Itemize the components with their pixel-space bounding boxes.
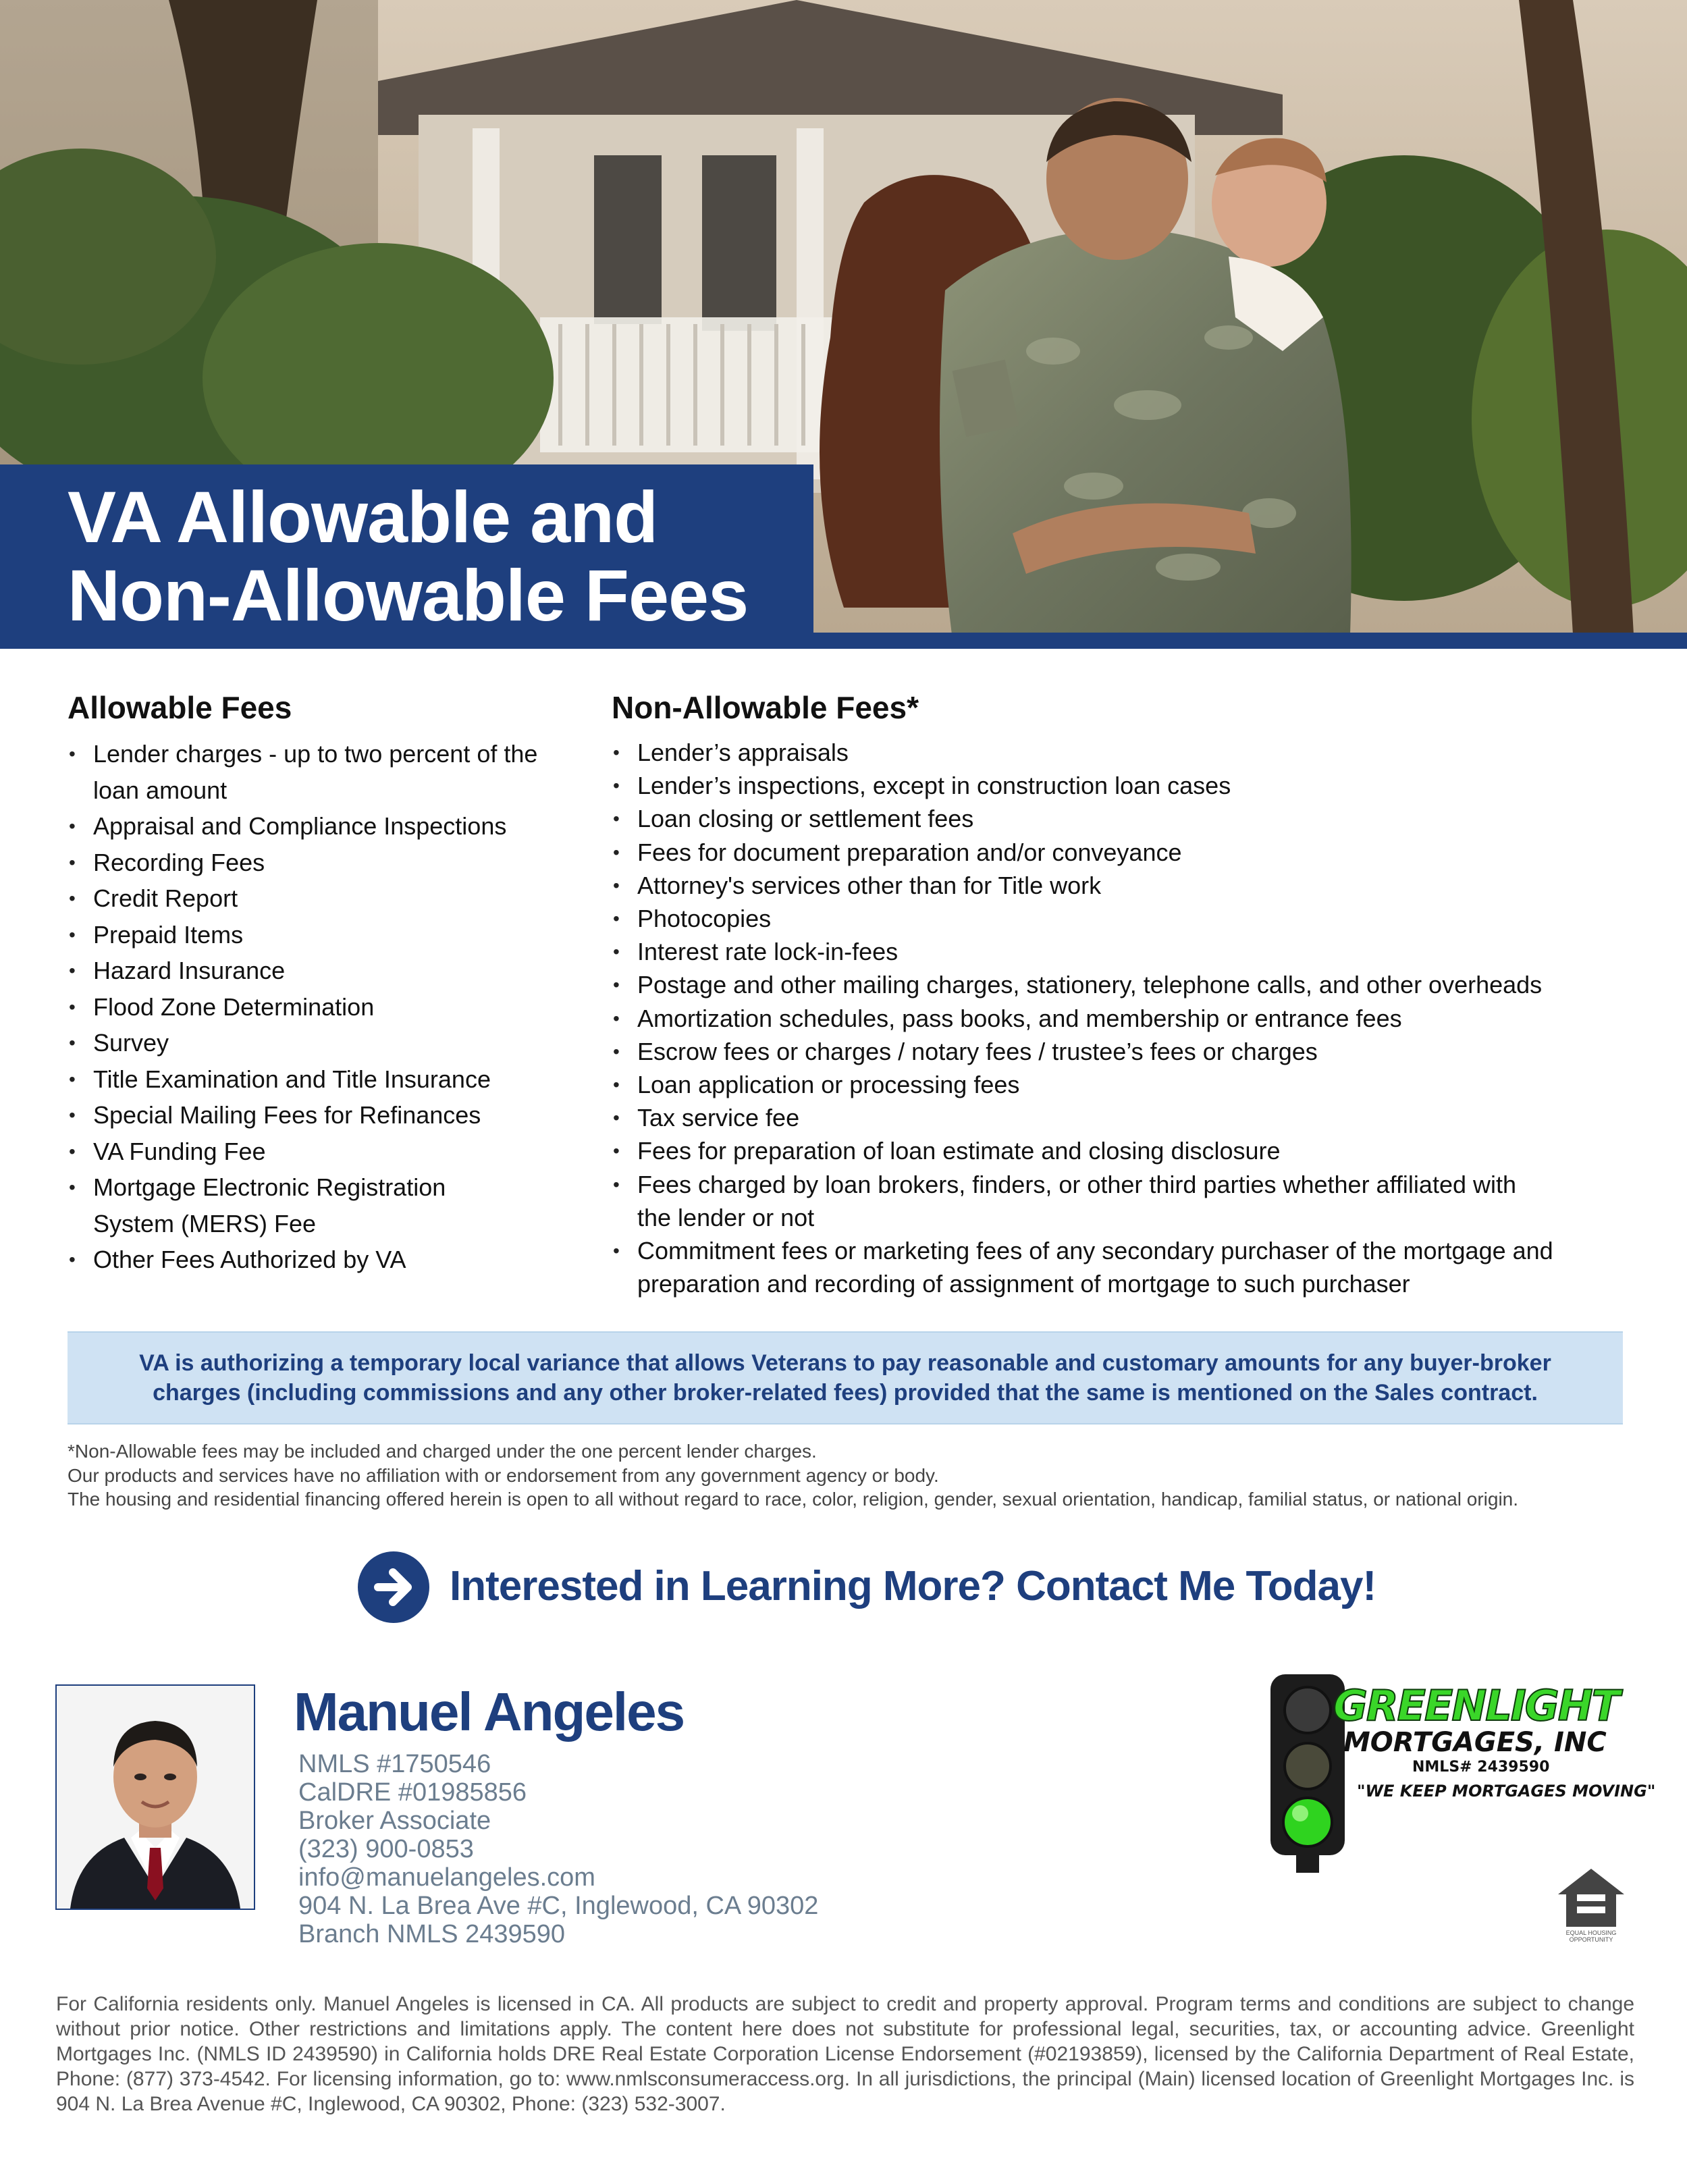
contact-cta-text[interactable]: Interested in Learning More? Contact Me Today!	[450, 1563, 1376, 1609]
non-allowable-fee-item-text: • Fees for document preparation and/or conveyance	[637, 838, 1182, 866]
allowable-fee-item	[68, 1134, 581, 1170]
agent-email[interactable]: info@manuelangeles.com	[298, 1863, 595, 1892]
non-allowable-fee-item-text: • Escrow fees or charges / notary fees / trustee’s fees or charges	[637, 1037, 1318, 1065]
agent-nmls: NMLS #1750546	[298, 1750, 491, 1778]
agent-title: Broker Associate	[298, 1807, 491, 1835]
non-allowable-fee-item-text: • Fees charged by loan brokers, finders, or other third parties whether affiliated with	[637, 1170, 1517, 1198]
agent-headshot	[55, 1684, 255, 1910]
allowable-fee-item	[68, 917, 581, 953]
allowable-fee-item-text: • Flood Zone Determination	[93, 992, 375, 1021]
non-allowable-fees-section	[612, 689, 1624, 1300]
allowable-fees-heading: Allowable Fees	[68, 690, 292, 725]
contact-cta[interactable]	[358, 1550, 1376, 1623]
allowable-fee-item-text: • Special Mailing Fees for Refinances	[93, 1101, 481, 1129]
allowable-fee-item-text: • Hazard Insurance	[93, 957, 286, 984]
allowable-fee-item-text: • VA Funding Fee	[93, 1137, 266, 1165]
non-allowable-fee-item-text: • Lender’s appraisals	[637, 739, 849, 766]
non-allowable-fee-item-text: • Attorney's services other than for Title work	[637, 871, 1102, 899]
allowable-fee-item-text: System (MERS) Fee	[93, 1209, 317, 1237]
non-allowable-fees-list	[612, 736, 1624, 1300]
allowable-fee-item	[68, 1025, 581, 1061]
logo-slogan: "WE KEEP MORTGAGES MOVING"	[1357, 1782, 1656, 1801]
allowable-fee-item	[68, 736, 581, 808]
non-allowable-fee-item-text: • Fees for preparation of loan estimate and closing disclosure	[637, 1137, 1281, 1165]
allowable-fee-item	[68, 845, 581, 881]
non-allowable-fee-item-text: • Tax service fee	[637, 1104, 800, 1132]
allowable-fee-item	[68, 1097, 581, 1134]
disclaimer-non-allowable: *Non-Allowable fees may be included and charged under the one percent lender charges.	[68, 1441, 817, 1462]
agent-phone[interactable]: (323) 900-0853	[298, 1835, 474, 1863]
allowable-fee-item-text: • Appraisal and Compliance Inspections	[93, 812, 507, 840]
disclaimers	[68, 1439, 1640, 1511]
logo-nmls: NMLS# 2439590	[1412, 1759, 1550, 1776]
non-allowable-fee-item	[612, 1002, 1624, 1035]
non-allowable-fee-item-text: • Photocopies	[637, 905, 772, 933]
equal-housing-label: EQUAL HOUSING OPPORTUNITY	[1565, 1929, 1617, 1943]
non-allowable-fee-item	[612, 1134, 1624, 1167]
non-allowable-fee-item-text: • Interest rate lock-in-fees	[637, 938, 899, 966]
disclaimer-fair-housing: The housing and residential financing offered herein is open to all without regard to race, color, religion, gender, sexual orientation, handicap, familial status, or national origin.	[68, 1489, 1519, 1510]
non-allowable-fee-item	[612, 869, 1624, 902]
non-allowable-fee-item	[612, 1035, 1624, 1068]
non-allowable-fee-item-text: • Loan application or processing fees	[637, 1071, 1020, 1099]
logo-subtitle: MORTGAGES, INC	[1343, 1727, 1607, 1758]
allowable-fee-item-text: • Other Fees Authorized by VA	[93, 1246, 406, 1273]
page-title-line-1: VA Allowable and	[68, 476, 658, 558]
title-banner	[0, 464, 813, 649]
arrow-right-circle-icon	[358, 1551, 429, 1623]
legal-disclosure	[56, 1992, 1634, 2116]
non-allowable-fee-item	[612, 836, 1624, 869]
logo-wordmark: GREENLIGHT	[1333, 1681, 1619, 1730]
allowable-fees-section	[68, 689, 581, 1278]
non-allowable-fee-item-text: • Commitment fees or marketing fees of any secondary purchaser of the mortgage and	[637, 1237, 1553, 1265]
non-allowable-fee-item	[612, 1068, 1624, 1101]
non-allowable-fee-item-text: • Loan closing or settlement fees	[637, 805, 974, 833]
allowable-fee-item	[68, 953, 581, 989]
allowable-fee-item-text: • Mortgage Electronic Registration	[93, 1173, 446, 1201]
greenlight-logo	[1269, 1673, 1656, 1875]
non-allowable-fee-item-text: preparation and recording of assignment of mortgage to such purchaser	[637, 1270, 1410, 1298]
allowable-fee-item-text: • Title Examination and Title Insurance	[93, 1065, 491, 1093]
allowable-fee-item-text: • Survey	[93, 1029, 169, 1057]
allowable-fee-item-text: • Recording Fees	[93, 848, 265, 876]
non-allowable-fee-item-text: • Lender’s inspections, except in construction loan cases	[637, 772, 1231, 800]
non-allowable-fee-item	[612, 1101, 1624, 1134]
non-allowable-fee-item	[612, 802, 1624, 835]
allowable-fee-item	[68, 989, 581, 1026]
non-allowable-fee-item	[612, 935, 1624, 968]
non-allowable-fee-item-text: • Postage and other mailing charges, stationery, telephone calls, and other overheads	[637, 971, 1543, 999]
allowable-fee-item	[68, 880, 581, 917]
non-allowable-fee-item-text: the lender or not	[637, 1203, 815, 1231]
legal-disclosure-text: For California residents only. Manuel Angeles is licensed in CA. All products are subject to credit and property approval. Program terms and conditions are subject to change without prior notice. Other restrictions and limitations apply. The content here does not substitute for professional legal, securities, tax, or accounting advice. Greenlight Mortgages Inc. (NMLS ID 2439590) in California holds DRE Real Estate Corporation License Endorsement (#02193859), licensed by the California Department of Real Estate, Phone: (877) 373-4542. For licensing information, go to: www.nmlsconsumeraccess.org. In all jurisdictions, the principal (Main) licensed location of Greenlight Mortgages Inc. is 904 N. La Brea Avenue #C, Inglewood, CA 90302, Phone: (323) 532-3007.	[56, 1993, 1634, 2115]
allowable-fee-item-text: • Prepaid Items	[93, 920, 244, 949]
agent-name: Manuel Angeles	[294, 1682, 685, 1742]
va-variance-notice	[68, 1331, 1623, 1424]
agent-caldre: CalDRE #01985856	[298, 1778, 527, 1807]
agent-details	[298, 1750, 818, 1948]
non-allowable-fee-item	[612, 769, 1624, 802]
equal-housing-icon	[1554, 1865, 1628, 1944]
allowable-fee-item-text: • Credit Report	[93, 884, 238, 912]
agent-address: 904 N. La Brea Ave #C, Inglewood, CA 90302	[298, 1892, 819, 1920]
allowable-fee-item-text: • Lender charges - up to two percent of the	[93, 740, 538, 768]
non-allowable-fees-heading: Non-Allowable Fees*	[612, 690, 919, 725]
non-allowable-fee-item	[612, 968, 1624, 1001]
allowable-fee-item	[68, 808, 581, 845]
disclaimer-affiliation: Our products and services have no affiliation with or endorsement from any government agency or body.	[68, 1465, 939, 1486]
non-allowable-fee-item	[612, 902, 1624, 935]
non-allowable-fee-item	[612, 736, 1624, 769]
agent-branch-nmls: Branch NMLS 2439590	[298, 1920, 566, 1948]
allowable-fee-item	[68, 1169, 581, 1242]
va-variance-notice-text: VA is authorizing a temporary local variance that allows Veterans to pay reasonable and customary amounts for any buyer-broker charges (including commissions and any other broker-related fees) provided that the same is mentioned on the Sales contract.	[139, 1350, 1551, 1406]
allowable-fee-item	[68, 1242, 581, 1278]
page-title-line-2: Non-Allowable Fees	[68, 554, 749, 636]
allowable-fees-list	[68, 736, 581, 1278]
non-allowable-fee-item-text: • Amortization schedules, pass books, and membership or entrance fees	[637, 1004, 1402, 1032]
non-allowable-fee-item	[612, 1234, 1624, 1300]
page-title	[68, 478, 803, 635]
allowable-fee-item	[68, 1061, 581, 1098]
non-allowable-fee-item	[612, 1168, 1624, 1234]
allowable-fee-item-text: loan amount	[93, 776, 227, 804]
